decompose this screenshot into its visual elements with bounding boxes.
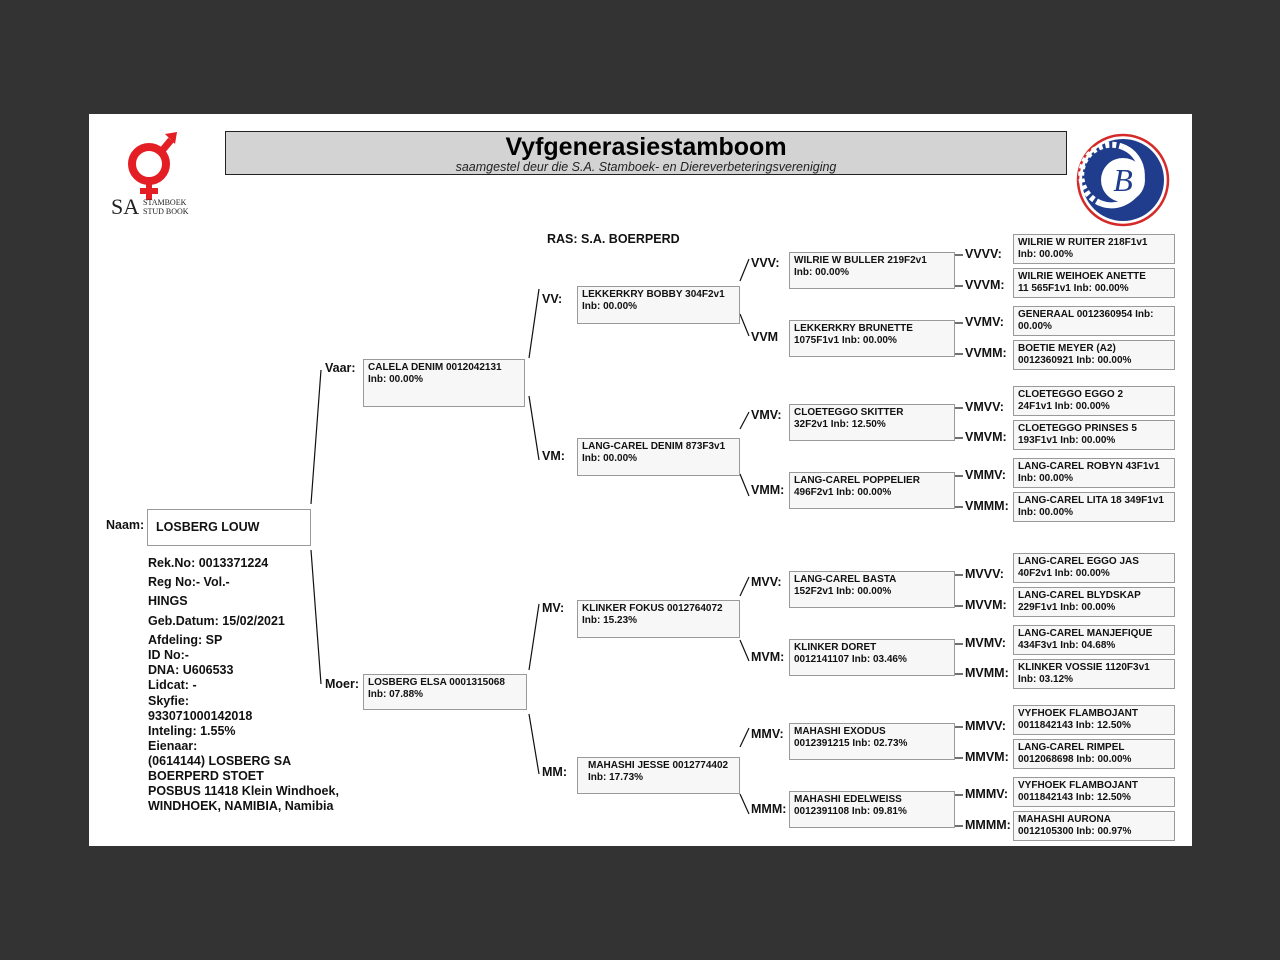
- ancestor-detail: 0011842143 Inb: 12.50%: [1018, 720, 1131, 731]
- gen4-label: VMMM:: [965, 499, 1009, 513]
- breed-label: RAS: S.A. BOERPERD: [547, 232, 680, 246]
- gen4-box: [1013, 777, 1175, 807]
- gen4-box: [1013, 306, 1175, 336]
- logo-line1: STAMBOEK: [143, 198, 187, 207]
- info-line: POSBUS 11418 Klein Windhoek,: [148, 784, 339, 798]
- ancestor-name: LOSBERG ELSA 0001315068: [368, 677, 505, 688]
- ancestor-name: MAHASHI JESSE 0012774402: [588, 760, 729, 771]
- gen4-box: [1013, 234, 1175, 264]
- info-line: ID No:-: [148, 648, 189, 662]
- ancestor-name: LANG-CAREL LITA 18 349F1v1: [1018, 495, 1164, 506]
- ancestor-detail: Inb: 03.12%: [1018, 674, 1074, 685]
- gen4-label: MVVM:: [965, 598, 1007, 612]
- gen4-box: [1013, 420, 1175, 450]
- ancestor-detail: 0012360921 Inb: 00.00%: [1018, 355, 1132, 366]
- ancestor-name: MAHASHI EXODUS: [794, 726, 886, 737]
- ancestor-name: CLOETEGGO SKITTER: [794, 407, 904, 418]
- ancestor-detail: Inb: 15.23%: [582, 615, 638, 626]
- info-line: 933071000142018: [148, 709, 253, 723]
- info-line: Skyfie:: [148, 694, 189, 708]
- gen2-label: MV:: [542, 601, 565, 615]
- ancestor-detail: 0012391215 Inb: 02.73%: [794, 738, 908, 749]
- ancestor-name: LANG-CAREL EGGO JAS: [1018, 556, 1139, 567]
- ancestor-detail: Inb: 00.00%: [368, 374, 424, 385]
- ancestor-name: VYFHOEK FLAMBOJANT: [1018, 780, 1138, 791]
- gen3-label: MVV:: [751, 575, 782, 589]
- ancestor-detail: 00.00%: [1018, 321, 1052, 332]
- ancestor-name: CALELA DENIM 0012042131: [368, 362, 502, 373]
- gen2-box: [577, 438, 740, 476]
- gen2-label: VV:: [542, 292, 563, 306]
- ancestor-name: LANG-CAREL DENIM 873F3v1: [582, 441, 726, 452]
- ancestor-name: LEKKERKRY BOBBY 304F2v1: [582, 289, 725, 300]
- ancestor-detail: Inb: 17.73%: [588, 772, 644, 783]
- gen1-label: Moer:: [325, 677, 360, 691]
- gen3-box: [789, 571, 955, 608]
- ancestor-detail: 40F2v1 Inb: 00.00%: [1018, 568, 1110, 579]
- ancestor-detail: 0012105300 Inb: 00.97%: [1018, 826, 1132, 837]
- page-title: Vyfgenerasiestamboom: [505, 133, 787, 161]
- ancestor-detail: Inb: 07.88%: [368, 689, 424, 700]
- gen2-box: [577, 757, 740, 794]
- ancestor-detail: Inb: 00.00%: [1018, 249, 1074, 260]
- ancestor-detail: 496F2v1 Inb: 00.00%: [794, 487, 892, 498]
- gen2-label: MM:: [542, 765, 567, 779]
- gen3-box: [789, 320, 955, 357]
- info-line: WINDHOEK, NAMIBIA, Namibia: [148, 799, 334, 813]
- subject-name-box: [147, 509, 311, 546]
- info-line: Afdeling: SP: [148, 633, 223, 647]
- gen4-label: VVVM:: [965, 278, 1005, 292]
- ancestor-detail: 32F2v1 Inb: 12.50%: [794, 419, 886, 430]
- gen4-box: [1013, 386, 1175, 416]
- page-subtitle: saamgestel deur die S.A. Stamboek- en Diereverbeteringsvereniging: [455, 160, 837, 174]
- info-line: (0614144) LOSBERG SA: [148, 754, 292, 768]
- gen4-label: MVMV:: [965, 636, 1006, 650]
- gen4-box: [1013, 492, 1175, 522]
- ancestor-detail: 1075F1v1 Inb: 00.00%: [794, 335, 897, 346]
- gen4-label: MMVV:: [965, 719, 1006, 733]
- gen3-label: MMM:: [751, 802, 787, 816]
- ancestor-detail: 11 565F1v1 Inb: 00.00%: [1018, 283, 1129, 294]
- ancestor-name: WILRIE W RUITER 218F1v1: [1018, 237, 1148, 248]
- gen2-box: [577, 286, 740, 324]
- gen4-box: [1013, 340, 1175, 370]
- gen4-box: [1013, 739, 1175, 769]
- gen2-label: VM:: [542, 449, 565, 463]
- gen3-box: [789, 252, 955, 289]
- ancestor-name: CLOETEGGO PRINSES 5: [1018, 423, 1137, 434]
- ancestor-name: LANG-CAREL MANJEFIQUE: [1018, 628, 1153, 639]
- info-line: Eienaar:: [148, 739, 198, 753]
- gen3-label: VVM: [751, 330, 779, 344]
- gen3-label: VMV:: [751, 408, 782, 422]
- ancestor-name: CLOETEGGO EGGO 2: [1018, 389, 1124, 400]
- gen4-label: MMMM:: [965, 818, 1011, 832]
- ancestor-name: LANG-CAREL BASTA: [794, 574, 897, 585]
- gen4-label: VVMV:: [965, 315, 1004, 329]
- ancestor-detail: 24F1v1 Inb: 00.00%: [1018, 401, 1110, 412]
- info-line: BOERPERD STOET: [148, 769, 264, 783]
- ancestor-name: LANG-CAREL ROBYN 43F1v1: [1018, 461, 1160, 472]
- gen4-box: [1013, 625, 1175, 655]
- gen4-label: VMVV:: [965, 400, 1004, 414]
- gen4-label: VMVM:: [965, 430, 1007, 444]
- gen4-label: MVVV:: [965, 567, 1004, 581]
- ancestor-detail: 0012068698 Inb: 00.00%: [1018, 754, 1132, 765]
- gen4-label: VVVV:: [965, 247, 1002, 261]
- gen3-box: [789, 639, 955, 676]
- svg-text:B: B: [1113, 162, 1133, 198]
- gen3-label: MVM:: [751, 650, 785, 664]
- ancestor-detail: 0012391108 Inb: 09.81%: [794, 806, 907, 817]
- ancestor-name: BOETIE MEYER (A2): [1018, 343, 1116, 354]
- gen4-box: [1013, 811, 1175, 841]
- gen4-label: VMMV:: [965, 468, 1006, 482]
- ancestor-detail: 152F2v1 Inb: 00.00%: [794, 586, 892, 597]
- info-line: Reg No:- Vol.-: [148, 575, 230, 589]
- info-line: Geb.Datum: 15/02/2021: [148, 614, 285, 628]
- ancestor-detail: 0011842143 Inb: 12.50%: [1018, 792, 1131, 803]
- info-line: HINGS: [148, 594, 188, 608]
- ancestor-name: LANG-CAREL RIMPEL: [1018, 742, 1125, 753]
- ancestor-name: WILRIE WEIHOEK ANETTE: [1018, 271, 1146, 282]
- ancestor-detail: Inb: 00.00%: [582, 453, 638, 464]
- ancestor-name: GENERAAL 0012360954 Inb:: [1018, 309, 1154, 320]
- name-label: Naam:: [106, 518, 145, 532]
- ancestor-detail: 193F1v1 Inb: 00.00%: [1018, 435, 1116, 446]
- ancestor-name: MAHASHI EDELWEISS: [794, 794, 902, 805]
- sire-box: [363, 359, 525, 407]
- gen3-box: [789, 472, 955, 509]
- ancestor-detail: 229F1v1 Inb: 00.00%: [1018, 602, 1116, 613]
- ancestor-detail: Inb: 00.00%: [1018, 507, 1074, 518]
- gen3-box: [789, 404, 955, 441]
- gen3-box: [789, 723, 955, 760]
- gen3-label: MMV:: [751, 727, 784, 741]
- gen4-label: MVMM:: [965, 666, 1009, 680]
- ancestor-detail: 0012141107 Inb: 03.46%: [794, 654, 907, 665]
- ancestor-name: MAHASHI AURONA: [1018, 814, 1111, 825]
- gen3-box: [789, 791, 955, 828]
- logo-line2: STUD BOOK: [143, 207, 189, 216]
- ancestor-detail: 434F3v1 Inb: 04.68%: [1018, 640, 1116, 651]
- dam-box: [363, 674, 527, 710]
- gen2-box: [577, 600, 740, 638]
- ancestor-name: KLINKER DORET: [794, 642, 877, 653]
- ancestor-name: WILRIE W BULLER 219F2v1: [794, 255, 927, 266]
- ancestor-name: LANG-CAREL BLYDSKAP: [1018, 590, 1141, 601]
- gen4-box: [1013, 458, 1175, 488]
- gen1-label: Vaar:: [325, 361, 356, 375]
- gen4-label: VVMM:: [965, 346, 1007, 360]
- pedigree-sheet: [89, 114, 1192, 846]
- info-line: Lidcat: -: [148, 678, 197, 692]
- gen4-label: MMVM:: [965, 750, 1009, 764]
- info-line: DNA: U606533: [148, 663, 234, 677]
- ancestor-detail: Inb: 00.00%: [582, 301, 638, 312]
- info-line: Inteling: 1.55%: [148, 724, 236, 738]
- ancestor-detail: Inb: 00.00%: [794, 267, 850, 278]
- gen4-label: MMMV:: [965, 787, 1009, 801]
- ancestor-name: LEKKERKRY BRUNETTE: [794, 323, 913, 334]
- logo-sa-text: SA: [111, 194, 140, 219]
- gen4-box: [1013, 587, 1175, 617]
- subject-name: LOSBERG LOUW: [156, 520, 260, 534]
- ancestor-name: KLINKER FOKUS 0012764072: [582, 603, 723, 614]
- gen4-box: [1013, 553, 1175, 583]
- ancestor-detail: Inb: 00.00%: [1018, 473, 1074, 484]
- ancestor-name: LANG-CAREL POPPELIER: [794, 475, 920, 486]
- gen4-box: [1013, 659, 1175, 689]
- ancestor-name: VYFHOEK FLAMBOJANT: [1018, 708, 1138, 719]
- gen3-label: VMM:: [751, 483, 785, 497]
- gen3-label: VVV:: [751, 256, 780, 270]
- info-line: Rek.No: 0013371224: [148, 556, 269, 570]
- gen4-box: [1013, 705, 1175, 735]
- ancestor-name: KLINKER VOSSIE 1120F3v1: [1018, 662, 1150, 673]
- gen4-box: [1013, 268, 1175, 298]
